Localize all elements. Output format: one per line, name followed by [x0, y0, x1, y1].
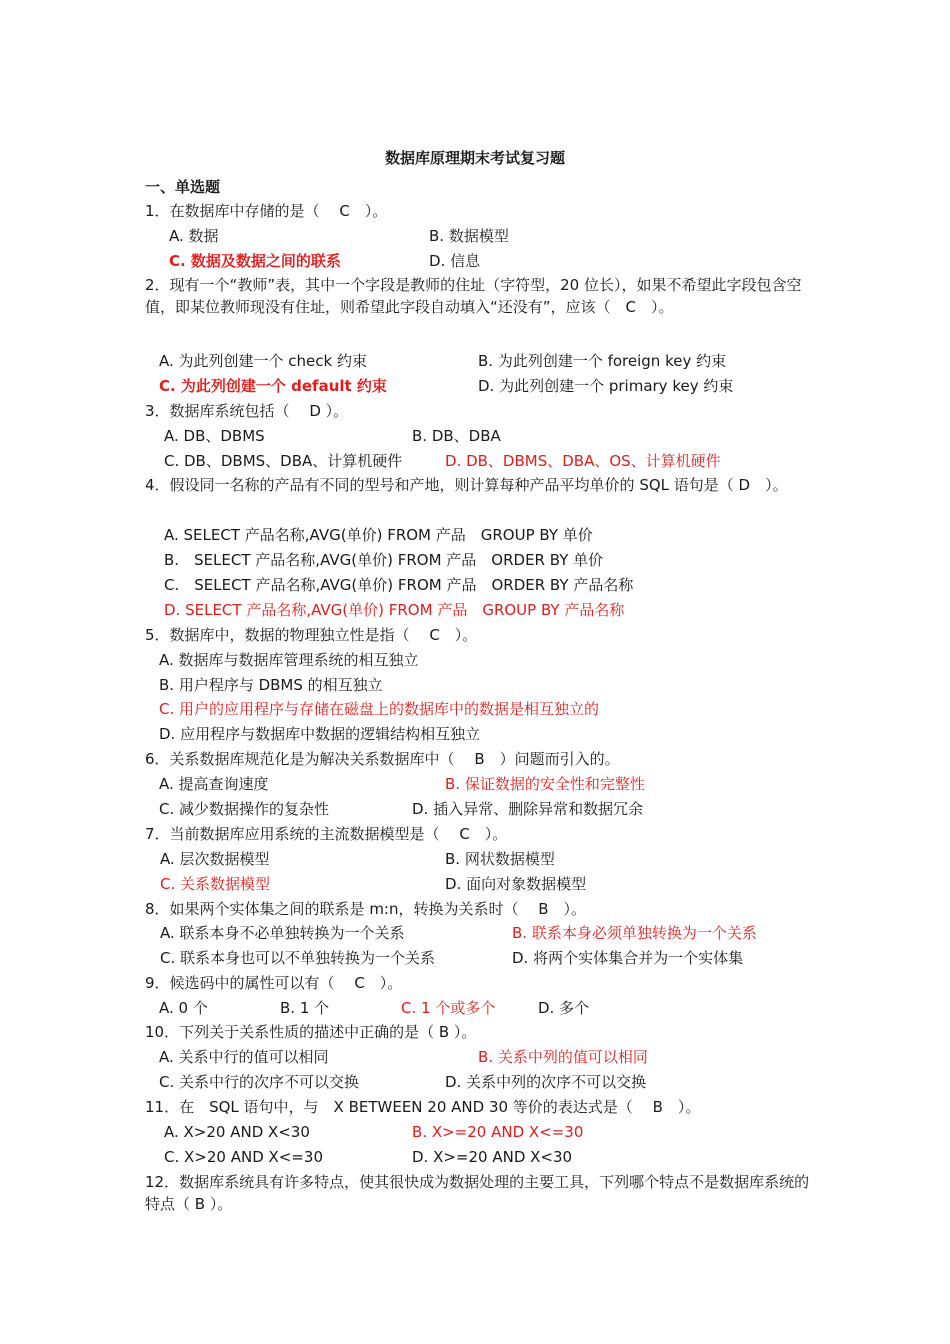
question-stem: 5．数据库中，数据的物理独立性是指（ C ）。 [145, 626, 478, 644]
option-answer: D. SELECT 产品名称,AVG(单价) FROM 产品 GROUP BY 产品名称 [164, 601, 625, 619]
option: A. 数据库与数据库管理系统的相互独立 [159, 651, 419, 669]
option: C. X>20 AND X<=30 [164, 1148, 324, 1166]
option-answer: C. 关系数据模型 [160, 875, 271, 893]
option: A. 为此列创建一个 check 约束 [159, 352, 367, 370]
document-title: 数据库原理期末考试复习题 [384, 149, 565, 167]
option-answer: B. 联系本身必须单独转换为一个关系 [512, 924, 757, 942]
question-stem: 4．假设同一名称的产品有不同的型号和产地，则计算每种产品平均单价的 SQL 语句是（ D ）。 [145, 476, 788, 494]
option: B. 1 个 [280, 999, 330, 1017]
option: D. X>=20 AND X<30 [412, 1148, 573, 1166]
option-answer: D. DB、DBMS、DBA、OS、计算机硬件 [445, 452, 721, 470]
option: A. 数据 [169, 227, 219, 245]
option: A. 提高查询速度 [159, 775, 269, 793]
question-stem: 8．如果两个实体集之间的联系是 m:n，转换为关系时（ B ）。 [145, 900, 587, 918]
question-stem: 3．数据库系统包括（ D ）。 [145, 402, 349, 420]
option: A. SELECT 产品名称,AVG(单价) FROM 产品 GROUP BY 单价 [164, 526, 593, 544]
option: C. 联系本身也可以不单独转换为一个关系 [160, 949, 436, 967]
option: B. 数据模型 [429, 227, 509, 245]
question-stem: 1．在数据库中存储的是（ C ）。 [145, 202, 388, 220]
option: B. SELECT 产品名称,AVG(单价) FROM 产品 ORDER BY 单价 [164, 551, 604, 569]
question-stem: 10．下列关于关系性质的描述中正确的是（ B ）。 [145, 1023, 477, 1041]
option-answer: C. 数据及数据之间的联系 [169, 252, 341, 270]
option: B. 为此列创建一个 foreign key 约束 [478, 352, 727, 370]
section-heading: 一、单选题 [145, 178, 221, 196]
question-stem: 2．现有一个“教师”表，其中一个字段是教师的住址（字符型，20 位长），如果不希望此字段包含空值，即某位教师现没有住址，则希望此字段自动填入“还没有”，应该（ C ）。 [145, 276, 802, 316]
option: B. 网状数据模型 [445, 850, 555, 868]
question-stem: 7．当前数据库应用系统的主流数据模型是（ C ）。 [145, 825, 508, 843]
option: D. 面向对象数据模型 [445, 875, 587, 893]
option: C. SELECT 产品名称,AVG(单价) FROM 产品 ORDER BY 产品名称 [164, 576, 634, 594]
option: A. X>20 AND X<30 [164, 1123, 310, 1141]
question-stem: 11．在 SQL 语句中，与 X BETWEEN 20 AND 30 等价的表达式是（ B ）。 [145, 1098, 701, 1116]
option-answer: B. X>=20 AND X<=30 [412, 1123, 584, 1141]
option: A. 关系中行的值可以相同 [159, 1048, 329, 1066]
option: D. 关系中列的次序不可以交换 [445, 1073, 647, 1091]
option: A. DB、DBMS [164, 427, 265, 445]
option: C. 减少数据操作的复杂性 [159, 800, 330, 818]
option: B. 用户程序与 DBMS 的相互独立 [159, 676, 383, 694]
option: A. 0 个 [159, 999, 208, 1017]
option: A. 层次数据模型 [160, 850, 270, 868]
option-answer: B. 保证数据的安全性和完整性 [445, 775, 645, 793]
option-answer: C. 用户的应用程序与存储在磁盘上的数据库中的数据是相互独立的 [159, 700, 600, 718]
option: D. 信息 [429, 252, 481, 270]
option: D. 多个 [538, 999, 590, 1017]
question-stem: 6．关系数据库规范化是为解决关系数据库中（ B ）问题而引入的。 [145, 750, 620, 768]
option-answer: C. 为此列创建一个 default 约束 [159, 377, 387, 395]
option: C. 关系中行的次序不可以交换 [159, 1073, 360, 1091]
question-stem: 12．数据库系统具有许多特点，使其很快成为数据处理的主要工具，下列哪个特点不是数据库系统的特点（ B ）。 [145, 1173, 810, 1213]
option: B. DB、DBA [412, 427, 501, 445]
question-stem: 9．候选码中的属性可以有（ C ）。 [145, 974, 403, 992]
option: A. 联系本身不必单独转换为一个关系 [160, 924, 405, 942]
option-answer: C. 1 个或多个 [401, 999, 496, 1017]
option: D. 为此列创建一个 primary key 约束 [478, 377, 734, 395]
option-answer: B. 关系中列的值可以相同 [478, 1048, 648, 1066]
option: D. 应用程序与数据库中数据的逻辑结构相互独立 [159, 725, 481, 743]
option: C. DB、DBMS、DBA、计算机硬件 [164, 452, 403, 470]
option: D. 插入异常、删除异常和数据冗余 [412, 800, 644, 818]
option: D. 将两个实体集合并为一个实体集 [512, 949, 744, 967]
